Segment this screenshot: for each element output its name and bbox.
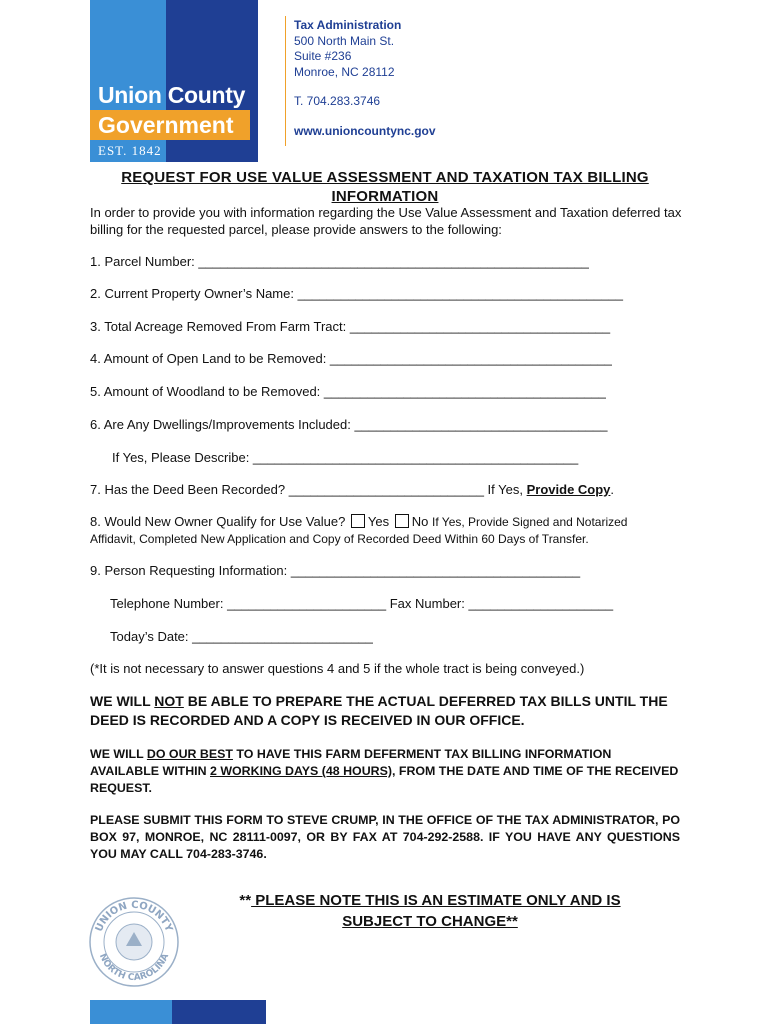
logo-est: EST. 1842 xyxy=(98,143,162,158)
note-line-1-text: PLEASE NOTE THIS IS AN ESTIMATE ONLY AND IS xyxy=(251,892,621,909)
yes-checkbox[interactable] xyxy=(351,514,365,528)
address-block xyxy=(294,18,436,139)
dept-name: Tax Administration xyxy=(294,18,402,32)
note-stars: ** xyxy=(239,892,252,909)
title-line-1: REQUEST FOR USE VALUE ASSESSMENT AND TAXATION TAX BILLING xyxy=(121,169,649,186)
phone: T. 704.283.3746 xyxy=(294,94,381,108)
no-label: No xyxy=(411,514,429,529)
notice-1-not: NOT xyxy=(154,693,184,709)
website-link[interactable]: www.unioncountync.gov xyxy=(294,123,436,138)
intro-text: In order to provide you with information regarding the Use Value Assessment and Taxation deferred tax billing for the requested parcel, please provide answers to the following: xyxy=(90,205,682,237)
notice-2-b: TO HAVE THIS FARM DEFERMENT TAX BILLING INFORMATION AVAILABLE WITHIN xyxy=(90,747,612,778)
header-divider xyxy=(285,16,286,146)
no-checkbox[interactable] xyxy=(395,514,409,528)
note-line-2: SUBJECT TO CHANGE** xyxy=(342,913,518,930)
deed-recorded-label: 7. Has the Deed Been Recorded? ___________________________ If Yes, xyxy=(90,482,523,497)
yes-label: Yes xyxy=(367,514,390,529)
notice-do-our-best xyxy=(90,746,680,797)
field-person-requesting[interactable]: 9. Person Requesting Information: ________________________________________ xyxy=(90,563,581,578)
period: . xyxy=(610,482,615,497)
logo-government: Government xyxy=(90,110,250,140)
title-line-2: INFORMATION xyxy=(331,188,439,205)
field-open-land[interactable]: 4. Amount of Open Land to be Removed: _______________________________________ xyxy=(90,351,612,366)
field-use-value-qualify xyxy=(90,514,627,529)
footnote: (*It is not necessary to answer questions 4 and 5 if the whole tract is being conveyed.) xyxy=(90,661,585,676)
notice-submit: PLEASE SUBMIT THIS FORM TO STEVE CRUMP, IN THE OFFICE OF THE TAX ADMINISTRATOR, PO BOX 97, MONROE, NC 28111-0097, OR BY FAX AT 704-292-2588. IF YOU HAVE ANY QUESTIONS YOU MAY CALL 704-283-3746. xyxy=(90,813,680,861)
city: Monroe, NC 28112 xyxy=(294,64,395,79)
field-describe[interactable]: If Yes, Please Describe: _____________________________________________ xyxy=(112,450,579,465)
field-telephone-fax[interactable]: Telephone Number: ______________________ Fax Number: ____________________ xyxy=(110,596,614,611)
field-owner-name[interactable]: 2. Current Property Owner’s Name: _____________________________________________ xyxy=(90,286,623,301)
seal-bottom-text: NORTH CAROLINA xyxy=(96,952,172,984)
qualify-instructions: If Yes, Provide Signed and Notarized xyxy=(432,515,628,529)
footer-bar-light xyxy=(90,1000,172,1024)
notice-2-best: DO OUR BEST xyxy=(146,747,233,761)
qualify-label: 8. Would New Owner Qualify for Use Value? xyxy=(90,514,346,529)
union-county-logo xyxy=(90,0,258,162)
form-title xyxy=(90,168,680,206)
seal-top-text: UNION COUNTY xyxy=(93,899,175,934)
field-todays-date[interactable]: Today’s Date: _________________________ xyxy=(110,629,373,644)
notice-2-days: 2 WORKING DAYS (48 HOURS), xyxy=(210,764,396,778)
field-parcel-number[interactable]: 1. Parcel Number: ______________________________________________________ xyxy=(90,254,589,269)
suite: Suite #236 xyxy=(294,49,352,63)
notice-not-able xyxy=(90,692,680,730)
provide-copy-text: Provide Copy xyxy=(526,482,611,497)
qualify-instructions-2: Affidavit, Completed New Application and Copy of Recorded Deed Within 60 Days of Transfer. xyxy=(90,532,589,546)
notice-1-a: WE WILL xyxy=(90,693,155,709)
notice-2-c: FROM THE DATE AND TIME OF THE RECEIVED REQUEST. xyxy=(90,764,679,795)
logo-union-county: Union County xyxy=(98,82,246,108)
estimate-note xyxy=(200,890,660,932)
note-line-1 xyxy=(200,890,660,911)
notice-1-b: BE ABLE TO PREPARE THE ACTUAL DEFERRED TAX BILLS UNTIL THE DEED IS RECORDED AND A COPY IS RECEIVED IN OUR OFFICE. xyxy=(90,693,668,728)
county-seal-icon xyxy=(88,896,180,988)
street: 500 North Main St. xyxy=(294,33,395,48)
field-dwellings[interactable]: 6. Are Any Dwellings/Improvements Included: ___________________________________ xyxy=(90,417,608,432)
field-total-acreage[interactable]: 3. Total Acreage Removed From Farm Tract: ____________________________________ xyxy=(90,319,611,334)
notice-2-a: WE WILL xyxy=(90,747,147,761)
footer-bar xyxy=(90,1000,266,1024)
field-woodland[interactable]: 5. Amount of Woodland to be Removed: _______________________________________ xyxy=(90,384,606,399)
field-deed-recorded[interactable] xyxy=(90,482,614,497)
